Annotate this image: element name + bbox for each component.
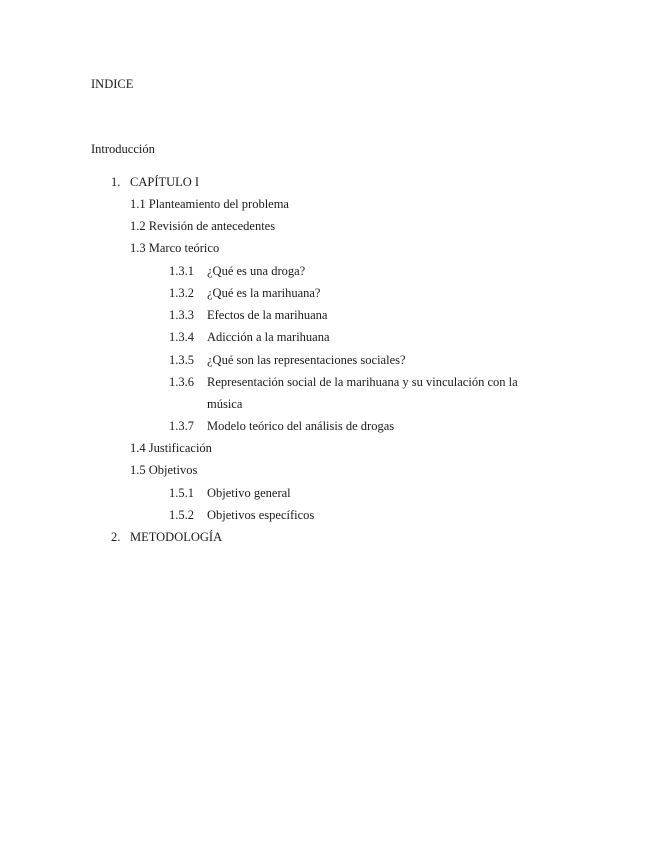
toc-subsection-title: ¿Qué es una droga? bbox=[207, 264, 306, 278]
toc-chapter-1-title: CAPÍTULO I bbox=[130, 175, 200, 189]
toc-chapter-1-number: 1. bbox=[111, 175, 121, 189]
toc-section-1-1: 1.1 Planteamiento del problema bbox=[130, 197, 289, 211]
toc-subsection-number: 1.3.6 bbox=[169, 375, 194, 389]
toc-subsection-number: 1.3.2 bbox=[169, 286, 194, 300]
toc-subsection-title: Objetivos específicos bbox=[207, 508, 315, 522]
toc-subsection-number: 1.3.5 bbox=[169, 353, 194, 367]
toc-section-1-2: 1.2 Revisión de antecedentes bbox=[130, 219, 276, 233]
toc-subsection-title: Representación social de la marihuana y su vinculación con la bbox=[207, 375, 518, 389]
toc-subsection-number: 1.3.7 bbox=[169, 419, 194, 433]
toc-subsection-number: 1.3.4 bbox=[169, 330, 194, 344]
toc-chapter-2-number: 2. bbox=[111, 530, 121, 544]
toc-section-1-5: 1.5 Objetivos bbox=[130, 463, 198, 477]
toc-subsection-number: 1.3.3 bbox=[169, 308, 194, 322]
toc-subsection-title: Objetivo general bbox=[207, 486, 291, 500]
toc-section-1-3: 1.3 Marco teórico bbox=[130, 241, 220, 255]
toc-subsection-number: 1.3.1 bbox=[169, 264, 194, 278]
toc-subsection-title: ¿Qué son las representaciones sociales? bbox=[207, 353, 406, 367]
toc-chapter-2-title: METODOLOGÍA bbox=[130, 530, 223, 544]
toc-subsection-title-continuation: música bbox=[207, 397, 243, 411]
toc-subsection-title: ¿Qué es la marihuana? bbox=[207, 286, 321, 300]
toc-subsection-number: 1.5.1 bbox=[169, 486, 194, 500]
toc-introduction: Introducción bbox=[91, 142, 155, 156]
toc-section-1-4: 1.4 Justificación bbox=[130, 441, 212, 455]
toc-subsection-title: Efectos de la marihuana bbox=[207, 308, 328, 322]
index-title: INDICE bbox=[91, 77, 134, 91]
toc-subsection-title: Modelo teórico del análisis de drogas bbox=[207, 419, 395, 433]
toc-subsection-number: 1.5.2 bbox=[169, 508, 194, 522]
toc-subsection-title: Adicción a la marihuana bbox=[207, 330, 330, 344]
